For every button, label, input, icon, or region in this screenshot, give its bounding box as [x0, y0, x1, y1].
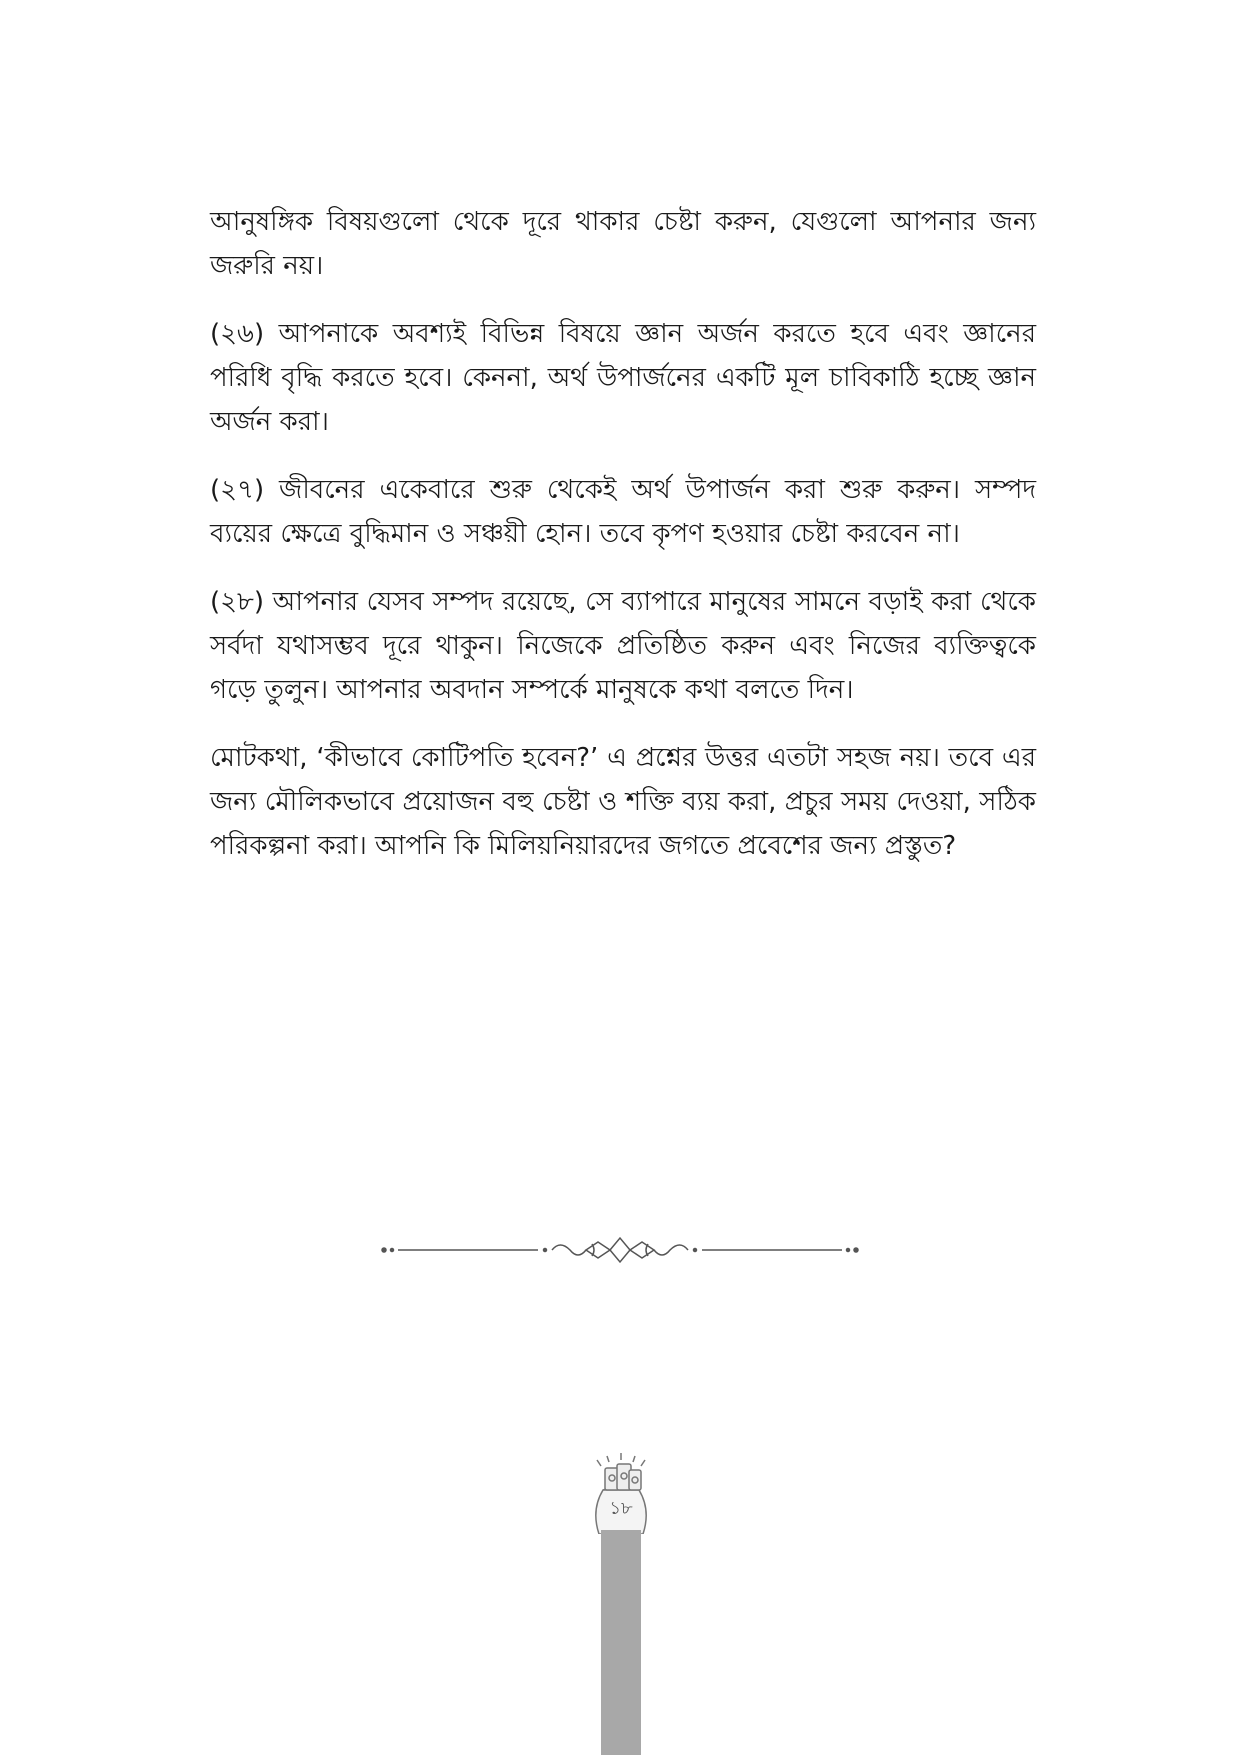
- footer-bar: [601, 1530, 641, 1755]
- paragraph-intro: আনুষঙ্গিক বিষয়গুলো থেকে দূরে থাকার চেষ্টা করুন, যেগুলো আপনার জন্য জরুরি নয়।: [210, 207, 1036, 281]
- page-number-badge: [581, 1450, 661, 1755]
- ornament-divider: [380, 1230, 860, 1270]
- page-body: [210, 200, 1036, 892]
- paragraph-27: (২৭) জীবনের একেবারে শুরু থেকেই অর্থ উপার্জন করা শুরু করুন। সম্পদ ব্যয়ের ক্ষেত্রে বুদ্ধিমান ও সঞ্চয়ী হোন। তবে কৃপণ হওয়ার চেষ্টা করবেন না।: [210, 475, 1036, 549]
- paragraph-26: (২৬) আপনাকে অবশ্যই বিভিন্ন বিষয়ে জ্ঞান অর্জন করতে হবে এবং জ্ঞানের পরিধি বৃদ্ধি করতে হবে। কেননা, অর্থ উপার্জনের একটি মূল চাবিকাঠি হচ্ছে জ্ঞান অর্জন করা।: [210, 319, 1036, 437]
- paragraph-28: (২৮) আপনার যেসব সম্পদ রয়েছে, সে ব্যাপারে মানুষের সামনে বড়াই করা থেকে সর্বদা যথাসম্ভব দূরে থাকুন। নিজেকে প্রতিষ্ঠিত করুন এবং নিজের ব্যক্তিত্বকে গড়ে তুলুন। আপনার অবদান সম্পর্কে মানুষকে কথা বলতে দিন।: [210, 587, 1036, 705]
- page-number: ১৮: [609, 1498, 633, 1519]
- paragraph-conclusion: মোটকথা, ‘কীভাবে কোটিপতি হবেন?’ এ প্রশ্নের উত্তর এতটা সহজ নয়। তবে এর জন্য মৌলিকভাবে প্রয়োজন বহু চেষ্টা ও শক্তি ব্যয় করা, প্রচুর সময় দেওয়া, সঠিক পরিকল্পনা করা। আপনি কি মিলিয়নিয়ারদের জগতে প্রবেশের জন্য প্রস্তুত?: [210, 743, 1036, 861]
